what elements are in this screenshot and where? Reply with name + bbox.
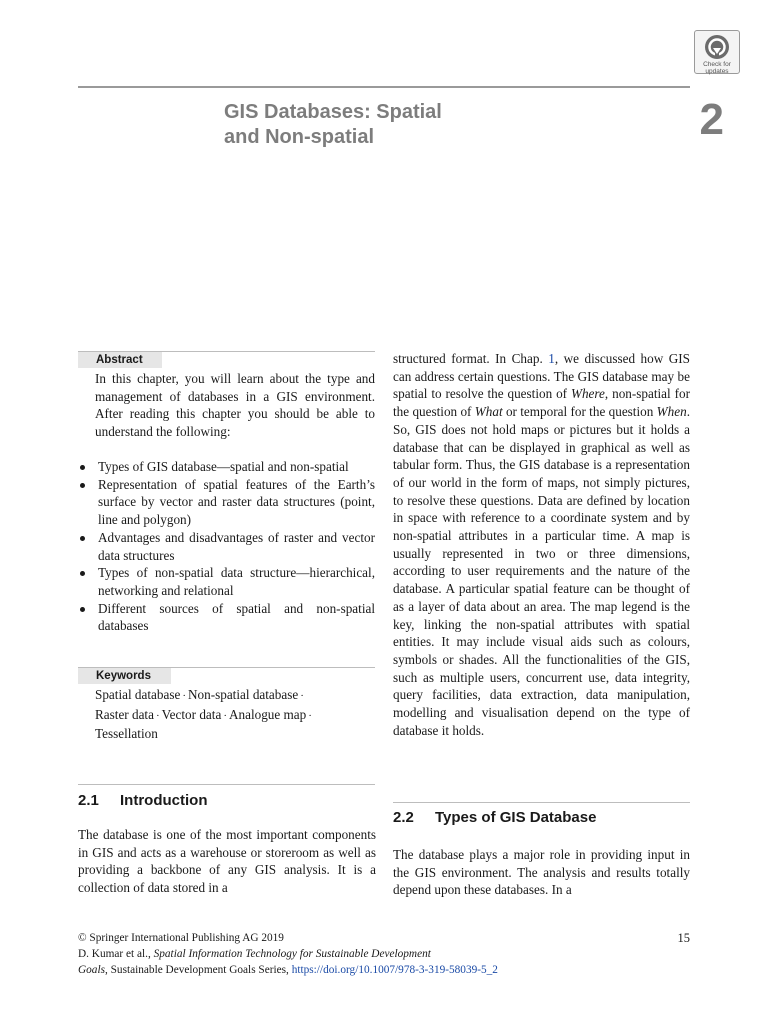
chapter-link[interactable]: 1 (548, 351, 555, 366)
list-item: Different sources of spatial and non-spatial databases (78, 600, 375, 635)
right-column-paragraph: structured format. In Chap. 1, we discussed how GIS can address certain questions. The GIS database may be spatial to resolve the question of Where, non-spatial for the question of What or temporal for the question When. So, GIS does not hold maps or pictures but it holds a database that can be displayed in graphical as well as tabular form. Thus, the GIS database is a representation of our world in the form of maps, not simply pictures, to resolve these questions. Data are defined by location in space with reference to a coordinate system and by non-spatial attributes in a particular time. A map is usually represented in two or three dimensions, according to user requirements and the nature of the database. A particular spatial feature can be thought of as a layer of data about an area. The map legend is the key, linking the non-spatial attributes with spatial entities. It may include visual aids such as colours, symbols or shades. All the functionalities of the GIS, such as multiple users, concurrent use, data integrity, query facilities, data extraction, data manipulation, modelling and visualisation depend on the type of database it holds. (393, 351, 690, 738)
abstract-paragraph: In this chapter, you will learn about the type and management of databases in a GIS environment. After reading this chapter you should be able to understand the following: (95, 371, 375, 440)
chapter-title: GIS Databases: Spatial and Non-spatial (224, 101, 442, 148)
keyword-separator: · (223, 709, 227, 722)
keyword: Spatial database (95, 687, 181, 702)
keyword-separator: · (308, 709, 312, 722)
keywords-list (95, 686, 377, 743)
copyright-line: © Springer International Publishing AG 2019 (78, 932, 284, 944)
keyword: Vector data (161, 706, 222, 722)
list-item: Representation of spatial features of the Earth’s surface by vector and raster data structures (point, line and polygon) (78, 476, 375, 529)
citation-line-2: Goals, Sustainable Development Goals Series, https://doi.org/10.1007/978-3-319-58039-5_2 (78, 964, 498, 976)
abstract-bullet-list (78, 458, 375, 635)
check-for-updates-badge[interactable] (694, 30, 740, 74)
keyword-separator: · (182, 690, 186, 702)
keyword: Raster data (95, 706, 154, 722)
keyword: Tessellation (95, 726, 158, 742)
chapter-number: 2 (699, 95, 724, 144)
citation-line-1: D. Kumar et al., Spatial Information Technology for Sustainable Development (78, 948, 431, 960)
keyword-separator: · (155, 709, 160, 722)
keyword: Analogue map (228, 706, 307, 722)
check-for-updates-label: Check for updates (703, 61, 731, 75)
page-number: 15 (677, 931, 690, 945)
keywords-label: Keywords (78, 668, 171, 684)
section-heading-introduction: 2.1 Introduction (78, 792, 208, 809)
introduction-paragraph: The database is one of the most important components in GIS and acts as a warehouse or storeroom as well as providing a backbone of any GIS analysis. It is a collection of data stored in a (78, 827, 376, 896)
list-item: Advantages and disadvantages of raster and vector data structures (78, 529, 375, 564)
check-for-updates-icon (704, 34, 730, 60)
list-item: Types of non-spatial data structure—hierarchical, networking and relational (78, 564, 375, 599)
abstract-label: Abstract (78, 352, 162, 368)
section-2-2-rule (393, 802, 690, 803)
header-rule (78, 86, 690, 88)
section-2-1-rule (78, 784, 375, 785)
section-heading-types-of-gis-database: 2.2 Types of GIS Database (393, 809, 597, 826)
footer-citation (78, 930, 638, 978)
keyword-separator: · (300, 690, 304, 702)
doi-link[interactable]: https://doi.org/10.1007/978-3-319-58039-5_2 (291, 964, 498, 976)
list-item: Types of GIS database—spatial and non-spatial (78, 458, 375, 476)
types-paragraph: The database plays a major role in providing input in the GIS environment. The analysis and results totally depend upon these databases. In a (393, 847, 690, 898)
keyword: Non-spatial database (188, 687, 299, 702)
